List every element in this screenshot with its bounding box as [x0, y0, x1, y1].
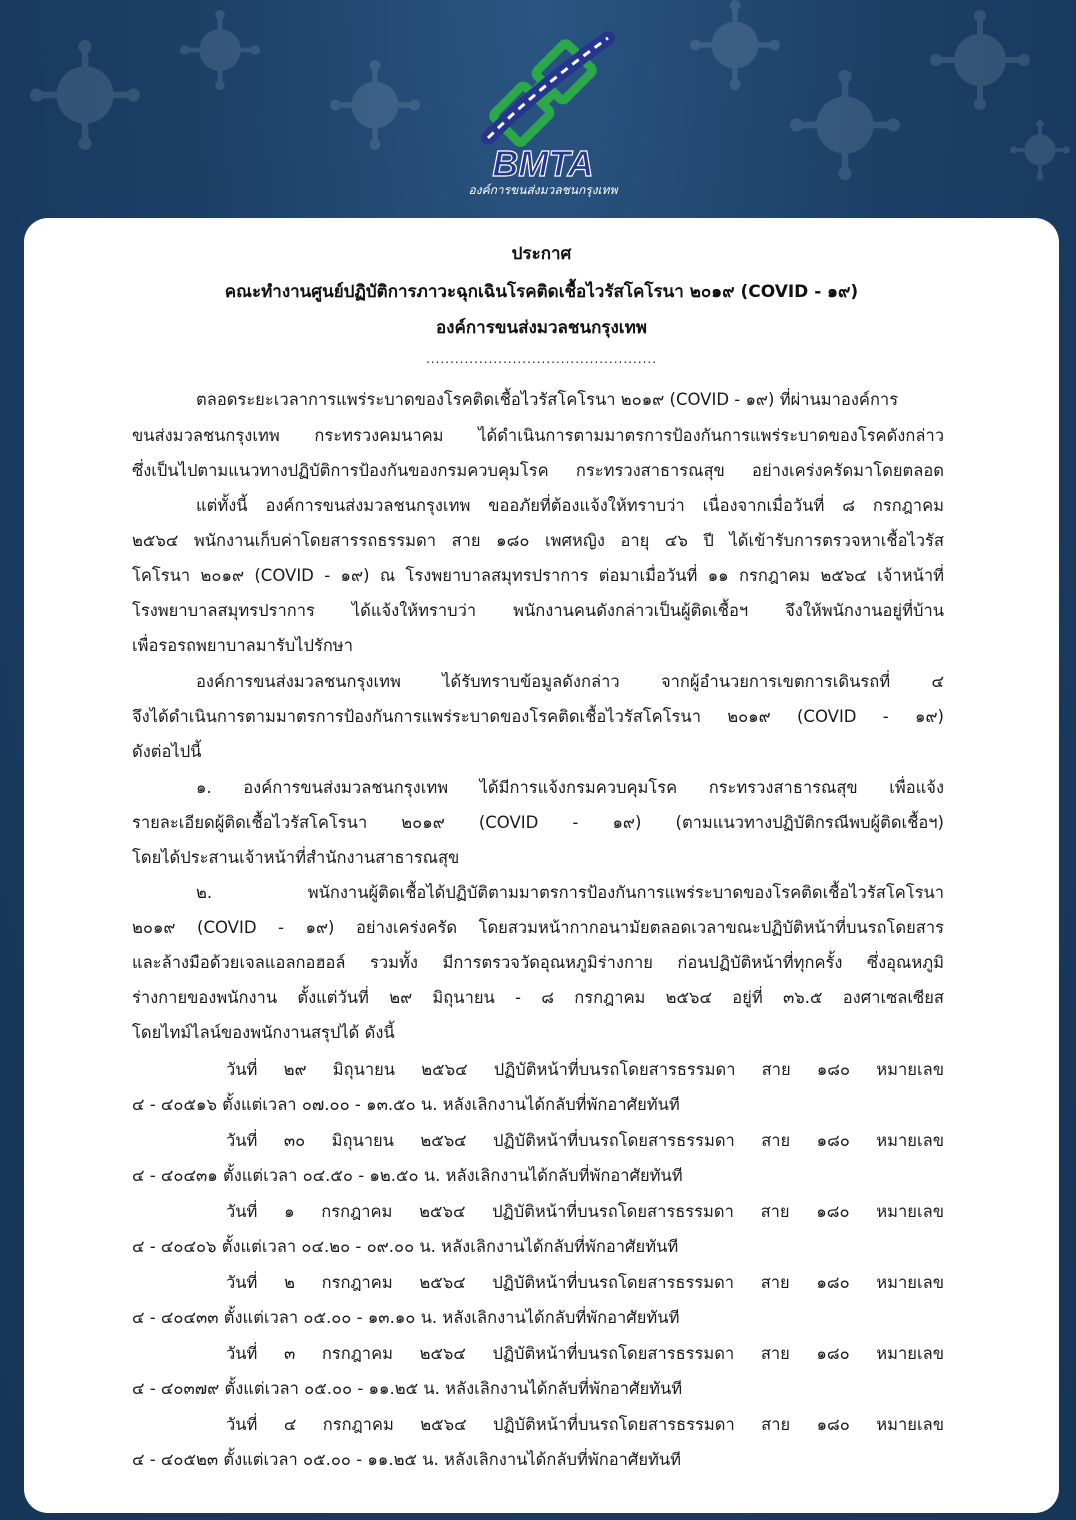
timeline-line: ๔ - ๔๐๔๓๓ ตั้งแต่เวลา ๐๕.๐๐ - ๑๓.๑๐ น. หลังเลิกงานได้กลับที่พักอาศัยทันที: [132, 1308, 680, 1327]
announcement-organization: องค์การขนส่งมวลชนกรุงเทพ: [435, 318, 648, 338]
timeline-line: วันที่ ๒๙ มิถุนายน ๒๕๖๔ ปฏิบัติหน้าที่บนรถโดยสารธรรมดา สาย ๑๘๐ หมายเลข: [226, 1060, 944, 1079]
body-line: ๒๐๑๙ (COVID - ๑๙) อย่างเคร่งครัด โดยสวมหน้ากากอนามัยตลอดเวลาขณะปฏิบัติหน้าที่บนรถโดยสาร: [132, 918, 944, 937]
timeline-line: วันที่ ๒ กรกฎาคม ๒๕๖๔ ปฏิบัติหน้าที่บนรถโดยสารธรรมดา สาย ๑๘๐ หมายเลข: [226, 1273, 944, 1292]
body-line: องค์การขนส่งมวลชนกรุงเทพ ได้รับทราบข้อมูลดังกล่าว จากผู้อำนวยการเขตการเดินรถที่ ๔: [196, 672, 944, 691]
timeline-line: ๔ - ๔๐๔๓๑ ตั้งแต่เวลา ๐๔.๕๐ - ๑๒.๕๐ น. หลังเลิกงานได้กลับที่พักอาศัยทันที: [132, 1166, 683, 1185]
virus-icon: [690, 0, 780, 90]
timeline-line: ๔ - ๔๐๕๒๓ ตั้งแต่เวลา ๐๕.๐๐ - ๑๑.๒๕ น. หลังเลิกงานได้กลับที่พักอาศัยทันที: [132, 1450, 682, 1469]
title-separator: ................................................: [425, 352, 658, 366]
body-line: และล้างมือด้วยเจลแอลกอฮอล์ รวมทั้ง มีการตรวจวัดอุณหภูมิร่างกาย ก่อนปฏิบัติหน้าที่ทุกครั้ง ซึ่งอุณหภูมิ: [132, 953, 944, 972]
announcement-subtitle: คณะทำงานศูนย์ปฏิบัติการภาวะฉุกเฉินโรคติดเชื้อไวรัสโคโรนา ๒๐๑๙ (COVID - ๑๙): [224, 282, 859, 302]
announcement-title: ประกาศ: [511, 244, 572, 264]
timeline-line: ๔ - ๔๐๕๑๖ ตั้งแต่เวลา ๐๗.๐๐ - ๑๓.๕๐ น. หลังเลิกงานได้กลับที่พักอาศัยทันที: [132, 1095, 680, 1114]
body-line: ๒๕๖๔ พนักงานเก็บค่าโดยสารรถธรรมดา สาย ๑๘๐ เพศหญิง อายุ ๔๖ ปี ได้เข้ารับการตรวจหาเชื้อไวรัส: [132, 531, 944, 550]
body-line: ร่างกายของพนักงาน ตั้งแต่วันที่ ๒๙ มิถุนายน - ๘ กรกฎาคม ๒๕๖๔ อยู่ที่ ๓๖.๕ องศาเซลเซียส: [132, 988, 944, 1007]
virus-icon: [930, 10, 1030, 110]
virus-icon: [180, 10, 260, 90]
announcement-card: [24, 218, 1059, 1513]
body-line: ขนส่งมวลชนกรุงเทพ กระทรวงคมนาคม ได้ดำเนินการตามมาตรการป้องกันการแพร่ระบาดของโรคดังกล่าว: [132, 426, 944, 445]
body-line: ดังต่อไปนี้: [132, 742, 202, 761]
virus-icon: [30, 40, 140, 150]
bmta-logo: [458, 18, 628, 200]
timeline-line: วันที่ ๔ กรกฎาคม ๒๕๖๔ ปฏิบัติหน้าที่บนรถโดยสารธรรมดา สาย ๑๘๐ หมายเลข: [226, 1415, 944, 1434]
virus-icon: [330, 60, 420, 150]
timeline-line: ๔ - ๔๐๓๗๙ ตั้งแต่เวลา ๐๕.๐๐ - ๑๑.๒๕ น. หลังเลิกงานได้กลับที่พักอาศัยทันที: [132, 1379, 683, 1398]
body-line: ๑. องค์การขนส่งมวลชนกรุงเทพ ได้มีการแจ้งกรมควบคุมโรค กระทรวงสาธารณสุข เพื่อแจ้ง: [196, 778, 944, 797]
body-line: โดยไทม์ไลน์ของพนักงานสรุปได้ ดังนี้: [132, 1023, 395, 1042]
body-line: โดยได้ประสานเจ้าหน้าที่สำนักงานสาธารณสุข: [132, 848, 460, 867]
timeline-line: วันที่ ๓ กรกฎาคม ๒๕๖๔ ปฏิบัติหน้าที่บนรถโดยสารธรรมดา สาย ๑๘๐ หมายเลข: [226, 1344, 944, 1363]
body-line: โคโรนา ๒๐๑๙ (COVID - ๑๙) ณ โรงพยาบาลสมุทรปราการ ต่อมาเมื่อวันที่ ๑๑ กรกฎาคม ๒๕๖๔ เจ้าหน้าที่: [132, 566, 944, 585]
body-line: เพื่อรอรถพยาบาลมารับไปรักษา: [132, 636, 353, 655]
timeline-line: ๔ - ๔๐๔๐๖ ตั้งแต่เวลา ๐๔.๒๐ - ๐๙.๐๐ น. หลังเลิกงานได้กลับที่พักอาศัยทันที: [132, 1237, 679, 1256]
virus-icon: [790, 70, 900, 180]
body-line: แต่ทั้งนี้ องค์การขนส่งมวลชนกรุงเทพ ขออภัยที่ต้องแจ้งให้ทราบว่า เนื่องจากเมื่อวันที่ ๘ กรกฎาคม: [196, 496, 944, 515]
body-line: ๒. พนักงานผู้ติดเชื้อได้ปฏิบัติตามมาตรการป้องกันการแพร่ระบาดของโรคติดเชื้อไวรัสโคโรนา: [196, 883, 944, 902]
virus-icon: [1010, 120, 1070, 180]
body-line: รายละเอียดผู้ติดเชื้อไวรัสโคโรนา ๒๐๑๙ (COVID - ๑๙) (ตามแนวทางปฏิบัติกรณีพบผู้ติดเชื้อฯ): [132, 813, 944, 832]
body-line: ซึ่งเป็นไปตามแนวทางปฏิบัติการป้องกันของกรมควบคุมโรค กระทรวงสาธารณสุข อย่างเคร่งครัดมาโดยตลอด: [132, 461, 944, 480]
body-line: โรงพยาบาลสมุทรปราการ ได้แจ้งให้ทราบว่า พนักงานคนดังกล่าวเป็นผู้ติดเชื้อฯ จึงให้พนักงานอยู่ที่บ้าน: [132, 601, 944, 620]
body-line: ตลอดระยะเวลาการแพร่ระบาดของโรคติดเชื้อไวรัสโคโรนา ๒๐๑๙ (COVID - ๑๙) ที่ผ่านมาองค์การ: [196, 390, 899, 409]
body-line: จึงได้ดำเนินการตามมาตรการป้องกันการแพร่ระบาดของโรคติดเชื้อไวรัสโคโรนา ๒๐๑๙ (COVID - ๑๙): [132, 707, 944, 726]
logo-tagline: องค์การขนส่งมวลชนกรุงเทพ: [468, 183, 618, 197]
logo-brand-text: BMTA: [492, 143, 594, 184]
timeline-line: วันที่ ๓๐ มิถุนายน ๒๕๖๔ ปฏิบัติหน้าที่บนรถโดยสารธรรมดา สาย ๑๘๐ หมายเลข: [226, 1131, 944, 1150]
timeline-line: วันที่ ๑ กรกฎาคม ๒๕๖๔ ปฏิบัติหน้าที่บนรถโดยสารธรรมดา สาย ๑๘๐ หมายเลข: [226, 1202, 944, 1221]
